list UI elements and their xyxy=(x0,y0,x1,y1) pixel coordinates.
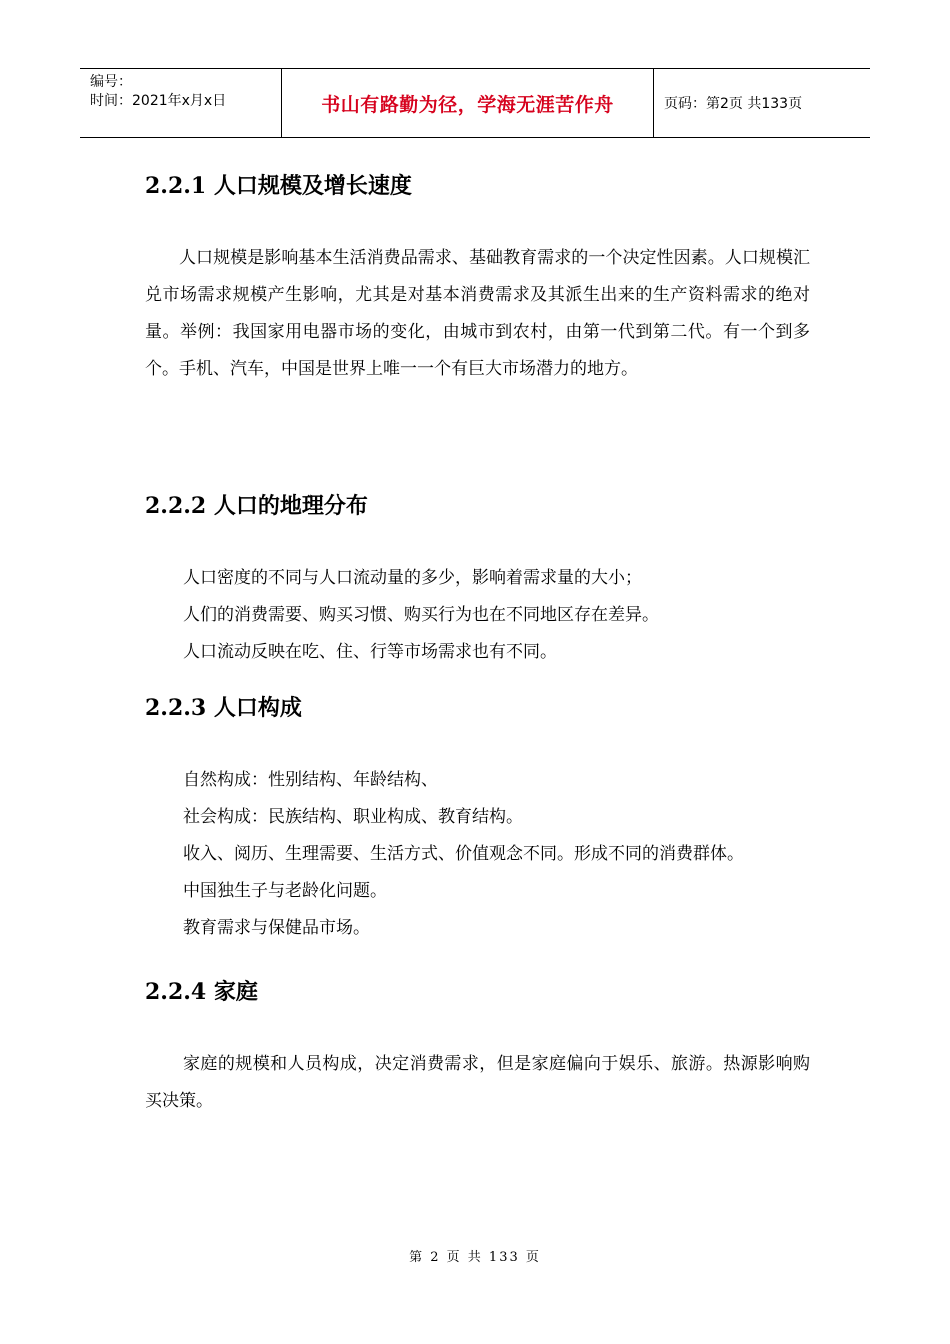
header-motto: 书山有路勤为径，学海无涯苦作舟 xyxy=(282,69,654,137)
section-family xyxy=(145,972,810,1120)
list-item: 社会构成：民族结构、职业构成、教育结构。 xyxy=(183,807,523,827)
doc-time-label: 时间：2021年x月x日 xyxy=(90,93,227,109)
header-meta xyxy=(80,69,282,137)
list-item: 教育需求与保健品市场。 xyxy=(183,918,370,938)
list-item: 中国独生子与老龄化问题。 xyxy=(183,881,387,901)
list-item: 人口密度的不同与人口流动量的多少，影响着需求量的大小； xyxy=(183,568,642,588)
list-item: 人口流动反映在吃、住、行等市场需求也有不同。 xyxy=(183,642,557,662)
list-item: 收入、阅历、生理需要、生活方式、价值观念不同。形成不同的消费群体。 xyxy=(183,844,744,864)
document-body xyxy=(145,166,810,1120)
section-paragraph: 家庭的规模和人员构成，决定消费需求，但是家庭偏向于娱乐、旅游。热源影响购买决策。 xyxy=(145,1054,810,1111)
section-population-scale xyxy=(145,166,810,486)
section-heading: 2.2.2 人口的地理分布 xyxy=(145,493,368,519)
doc-number-label: 编号： xyxy=(90,74,132,90)
section-heading: 2.2.4 家庭 xyxy=(145,979,258,1005)
list-item: 人们的消费需要、购买习惯、购买行为也在不同地区存在差异。 xyxy=(183,605,659,625)
section-population-composition xyxy=(145,688,810,972)
section-heading: 2.2.1 人口规模及增长速度 xyxy=(145,173,412,199)
section-heading: 2.2.3 人口构成 xyxy=(145,695,302,721)
page-footer: 第 2 页 共 133 页 xyxy=(409,1250,541,1265)
header-page-info: 页码：第2页 共133页 xyxy=(664,96,803,112)
list-item: 自然构成：性别结构、年龄结构、 xyxy=(183,770,438,790)
section-paragraph: 人口规模是影响基本生活消费品需求、基础教育需求的一个决定性因素。人口规模汇兑市场需求规模产生影响，尤其是对基本消费需求及其派生出来的生产资料需求的绝对量。举例：我国家用电器市场的变化，由城市到农村，由第一代到第二代。有一个到多个。手机、汽车，中国是世界上唯一一个有巨大市场潜力的地方。 xyxy=(145,248,810,379)
page-header xyxy=(80,68,870,138)
section-geographic-distribution xyxy=(145,486,810,688)
